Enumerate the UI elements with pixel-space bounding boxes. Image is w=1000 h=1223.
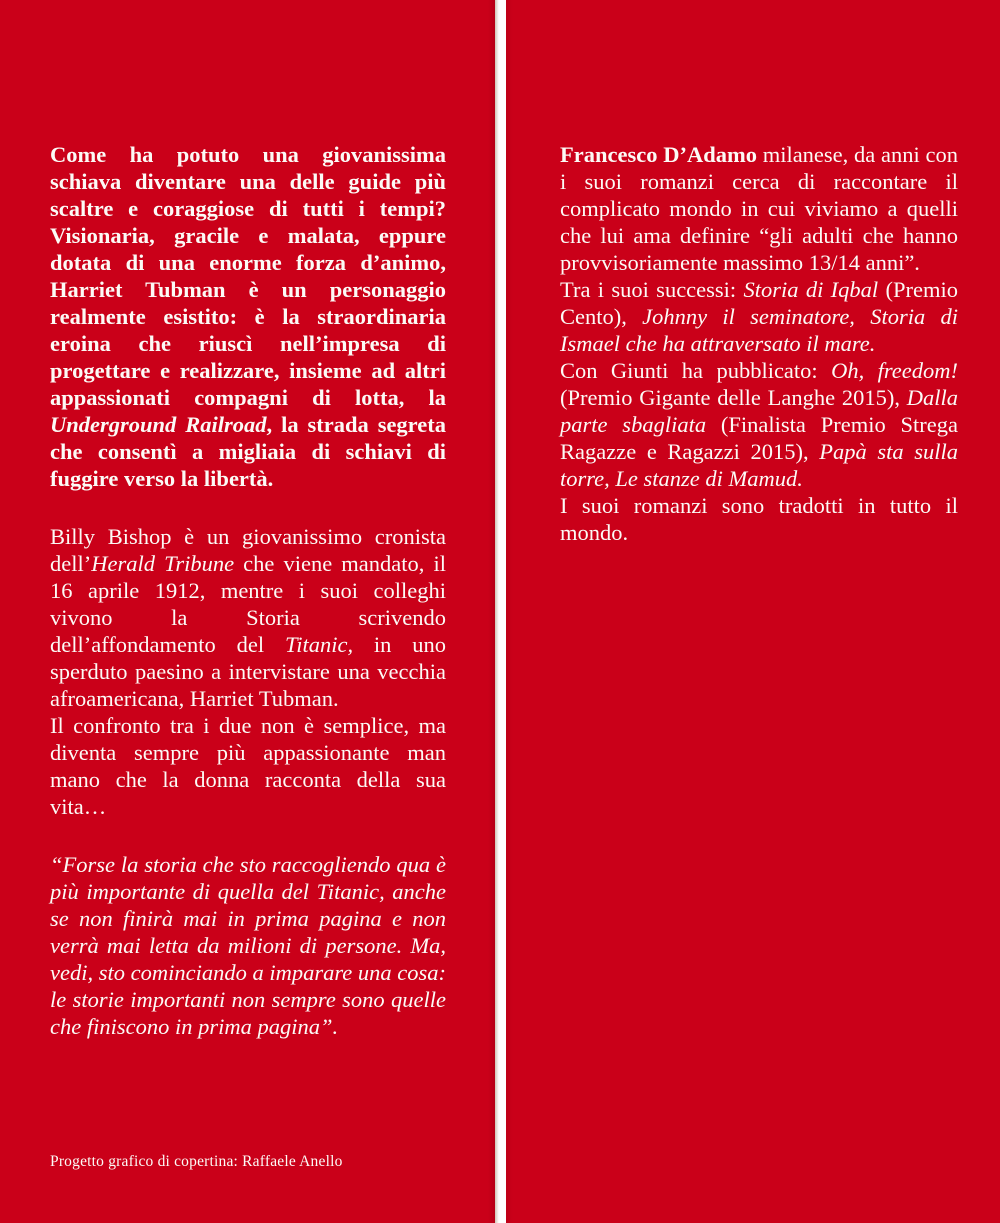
synopsis-column	[50, 141, 446, 1040]
author-bio-paragraph: Francesco D’Adamo milanese, da anni con i suoi romanzi cerca di raccontare il complicato mondo in cui viviamo a quelli che lui ama definire “gli adulti che hanno provvisoriamente massimo 13/14 anni”.	[560, 142, 958, 275]
giunti-publications-paragraph: Con Giunti ha pubblicato: Oh, freedom! (Premio Gigante delle Langhe 2015), Dalla parte sbagliata (Finalista Premio Strega Ragazze e Ragazzi 2015), Papà sta sulla torre, Le stanze di Mamud.	[560, 358, 959, 491]
plot-paragraph: Billy Bishop è un giovanissimo cronista dell’Herald Tribune che viene mandato, il 16 aprile 1912, mentre i suoi colleghi vivono la Storia scrivendo dell’affondamento del Titanic, in uno sperduto paesino a intervistare una vecchia afroamericana, Harriet Tubman.	[50, 524, 446, 711]
author-successes-paragraph: Tra i suoi successi: Storia di Iqbal (Premio Cento), Johnny il seminatore, Storia di Ismael che ha attraversato il mare.	[560, 277, 958, 356]
confrontation-paragraph: Il confronto tra i due non è semplice, ma diventa sempre più appassionante man mano che la donna racconta della sua vita…	[50, 713, 446, 819]
cover-design-credit: Progetto grafico di copertina: Raffaele Anello	[50, 1153, 343, 1170]
spine-divider	[495, 0, 506, 1223]
translations-paragraph: I suoi romanzi sono tradotti in tutto il mondo.	[560, 493, 958, 545]
pull-quote: “Forse la storia che sto raccogliendo qua è più importante di quella del Titanic, anche se non finirà mai in prima pagina e non verrà mai letta da milioni di persone. Ma, vedi, sto cominciando a imparare una cosa: le storie importanti non sempre sono quelle che finiscono in prima pagina”.	[50, 852, 446, 1039]
synopsis-paragraph: Come ha potuto una giovanissima schiava diventare una delle guide più scaltre e coraggiose di tutti i tempi? Visionaria, gracile e malata, eppure dotata di una enorme forza d’animo, Harriet Tubman è un personaggio realmente esistito: è la straordinaria eroina che riuscì nell’impresa di progettare e realizzare, insieme ad altri appassionati compagni di lotta, la Underground Railroad, la strada segreta che consentì a migliaia di schiavi di fuggire verso la libertà.	[50, 142, 446, 491]
author-bio-column	[560, 141, 958, 546]
